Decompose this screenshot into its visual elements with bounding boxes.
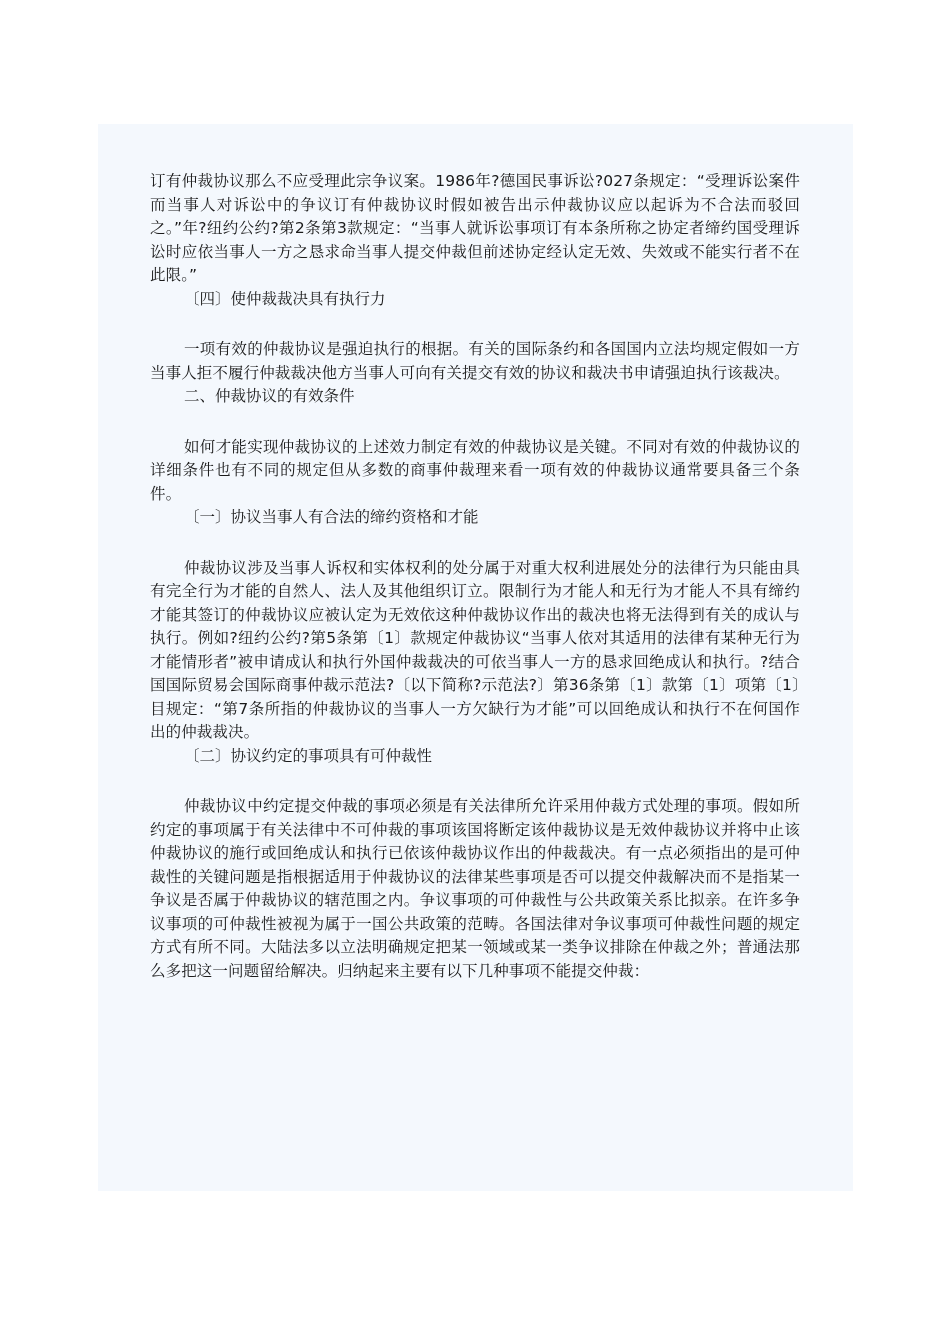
paragraph-capacity-detail: 仲裁协议涉及当事人诉权和实体权利的处分属于对重大权利进展处分的法律行为只能由具有完全行为才能的自然人、法人及其他组织订立。限制行为才能人和无行为才能人不具有缔约才能其签订的仲裁协议应被认定为无效依这种仲裁协议作出的裁决也将无法得到有关的成认与执行。例如?纽约公约?第5条第〔1〕款规定仲裁协议“当事人依对其适用的法律有某种无行为才能情形者”被申请成认和执行外国仲裁裁决的可依当事人一方的恳求回绝成认和执行。?结合国国际贸易会国际商事仲裁示范法?〔以下简称?示范法?〕第36条第〔1〕款第〔1〕项第〔1〕目规定：“第7条所指的仲裁协议的当事人一方欠缺行为才能”可以回绝成认和执行不在何国作出的仲裁裁决。 (150, 558, 800, 741)
paragraph-article-2027-quote: 订有仲裁协议那么不应受理此宗争议案。1986年?德国民事诉讼?027条规定：“受理诉讼案件而当事人对诉讼中的争议订有仲裁协议时假如被告出示仲裁协议应以起诉为不合法而驳回之。”年?纽约公约?第2条第3款规定：“当事人就诉讼事项订有本条所称之协定者缔约国受理诉讼时应依当事人一方之恳求命当事人提交仲裁但前述协定经认定无效、失效或不能实行者不在此限。” (150, 172, 800, 284)
document-body (150, 170, 800, 983)
heading-capacity: 〔一〕协议当事人有合法的缔约资格和才能 (184, 508, 479, 526)
paragraph-arbitrability-detail: 仲裁协议中约定提交仲裁的事项必须是有关法律所允许采用仲裁方式处理的事项。假如所约定的事项属于有关法律中不可仲裁的事项该国将断定该仲裁协议是无效仲裁协议并将中止该仲裁协议的施行或回绝成认和执行已依该仲裁协议作出的仲裁裁决。有一点必须指出的是可仲裁性的关键问题是指根据适用于仲裁协议的法律某些事项是否可以提交仲裁解决而不是指某一争议是否属于仲裁协议的辖范围之内。争议事项的可仲裁性与公共政策关系比拟亲。在许多争议事项的可仲裁性被视为属于一国公共政策的范畴。各国法律对争议事项可仲裁性问题的规定方式有所不同。大陆法多以立法明确规定把某一领域或某一类争议排除在仲裁之外；普通法那么多把这一问题留给解决。归纳起来主要有以下几种事项不能提交仲裁： (150, 797, 800, 980)
heading-arbitrability: 〔二〕协议约定的事项具有可仲裁性 (184, 746, 433, 765)
paragraph-enforcement-basis: 一项有效的仲裁协议是强迫执行的根据。有关的国际条约和各国国内立法均规定假如一方当事人拒不履行仲裁裁决他方当事人可向有关提交有效的协议和裁决书申请强迫执行该裁决。 (150, 340, 800, 382)
heading-enforceability: 〔四〕使仲裁裁决具有执行力 (184, 289, 386, 308)
heading-validity-conditions: 二、仲裁协议的有效条件 (184, 387, 355, 405)
document-page (98, 124, 853, 1191)
paragraph-three-conditions: 如何才能实现仲裁协议的上述效力制定有效的仲裁协议是关键。不同对有效的仲裁协议的详细条件也有不同的规定但从多数的商事仲裁理来看一项有效的仲裁协议通常要具备三个条件。 (150, 437, 800, 503)
